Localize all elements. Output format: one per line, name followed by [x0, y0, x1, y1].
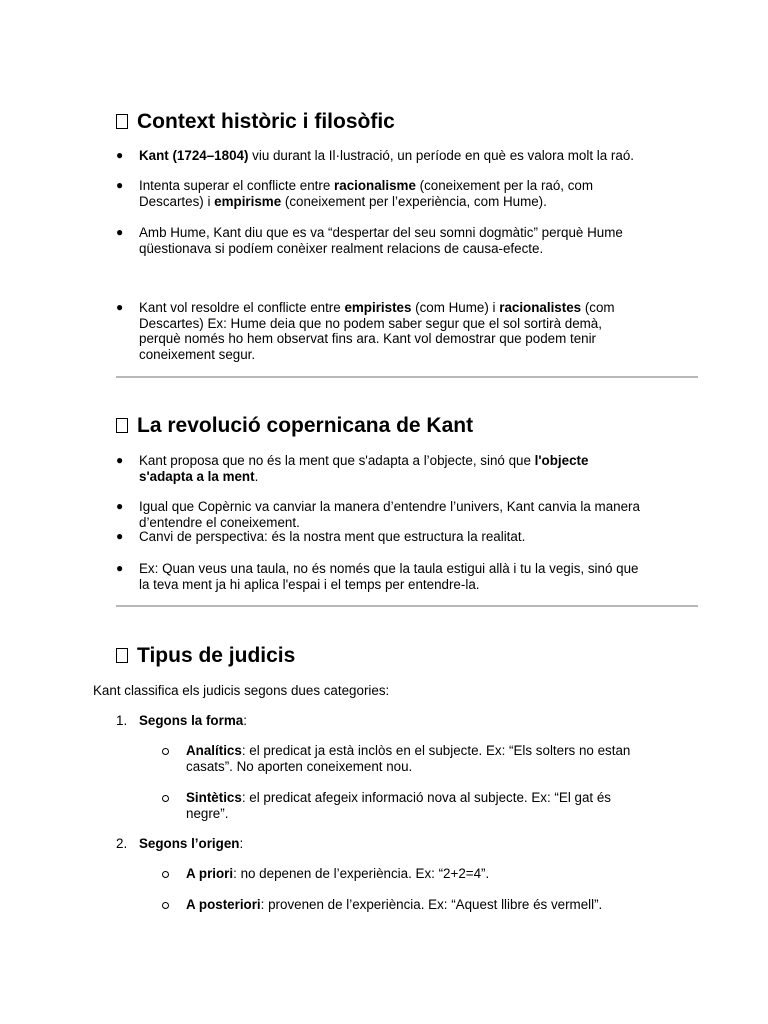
list-number: 2. [116, 836, 128, 851]
bullet-dot-icon: ● [116, 529, 124, 543]
bullet-dot-icon: ● [116, 148, 124, 162]
sub-list-item: A priori: no depenen de l’experiència. Ex: “2+2=4”. [186, 866, 490, 881]
missing-glyph-box-icon [116, 418, 128, 433]
list-item: Canvi de perspectiva: és la nostra ment que estructura la realitat. [139, 529, 526, 544]
hollow-circle-icon [162, 871, 169, 878]
bullet-dot-icon: ● [116, 453, 124, 467]
hollow-circle-icon [162, 795, 169, 802]
list-item: Ex: Quan veus una taula, no és només que la taula estigui allà i tu la vegis, sinó que la teva ment ja hi aplica l'espai i el temps per entendre-la. [139, 561, 639, 592]
list-item: Intenta superar el conflicte entre racionalisme (coneixement per la raó, com Descartes) i empirisme (coneixement per l’experiència, com Hume). [139, 178, 594, 209]
sub-list-item: A posteriori: provenen de l’experiència. Ex: “Aquest llibre és vermell”. [186, 897, 603, 912]
sub-list-item: Sintètics: el predicat afegeix informació nova al subjecte. Ex: “El gat és negre”. [186, 790, 611, 821]
list-number: 1. [116, 713, 128, 728]
list-item: Kant proposa que no és la ment que s'adapta a l’objecte, sinó que l'objecte s'adapta a la ment. [139, 453, 589, 484]
bullet-dot-icon: ● [116, 178, 124, 192]
hollow-circle-icon [162, 902, 169, 909]
bullet-dot-icon: ● [116, 225, 124, 239]
list-item: Segons la forma: [139, 713, 247, 728]
horizontal-divider [116, 376, 698, 378]
sub-list-item: Analítics: el predicat ja està inclòs en el subjecte. Ex: “Els solters no estan casats”. No aporten coneixement nou. [186, 743, 631, 774]
list-item: Segons l’origen: [139, 836, 244, 851]
list-item: Kant (1724–1804) viu durant la Il·lustració, un període en què es valora molt la raó. [139, 148, 634, 163]
bullet-dot-icon: ● [116, 499, 124, 513]
list-item: Amb Hume, Kant diu que es va “despertar del seu somni dogmàtic” perquè Hume qüestionava si podíem conèixer realment relacions de causa-efecte. [139, 225, 623, 256]
missing-glyph-box-icon [116, 648, 128, 663]
intro-paragraph: Kant classifica els judicis segons dues categories: [93, 683, 390, 698]
list-item: Igual que Copèrnic va canviar la manera d’entendre l’univers, Kant canvia la manera d’entendre el coneixement. [139, 499, 640, 530]
section-heading-judgments: Tipus de judicis [116, 644, 295, 668]
hollow-circle-icon [162, 748, 169, 755]
section-heading-context: Context històric i filosòfic [116, 110, 395, 134]
section-heading-copernican: La revolució copernicana de Kant [116, 414, 473, 438]
horizontal-divider [116, 605, 698, 607]
bullet-dot-icon: ● [116, 561, 124, 575]
bullet-dot-icon: ● [116, 300, 124, 314]
missing-glyph-box-icon [116, 114, 128, 129]
list-item: Kant vol resoldre el conflicte entre empiristes (com Hume) i racionalistes (com Descartes) Ex: Hume deia que no podem saber segur que el sol sortirà demà, perquè només ho hem observat fins ara. Kant vol demostrar que podem tenir coneixement segur. [139, 300, 615, 362]
